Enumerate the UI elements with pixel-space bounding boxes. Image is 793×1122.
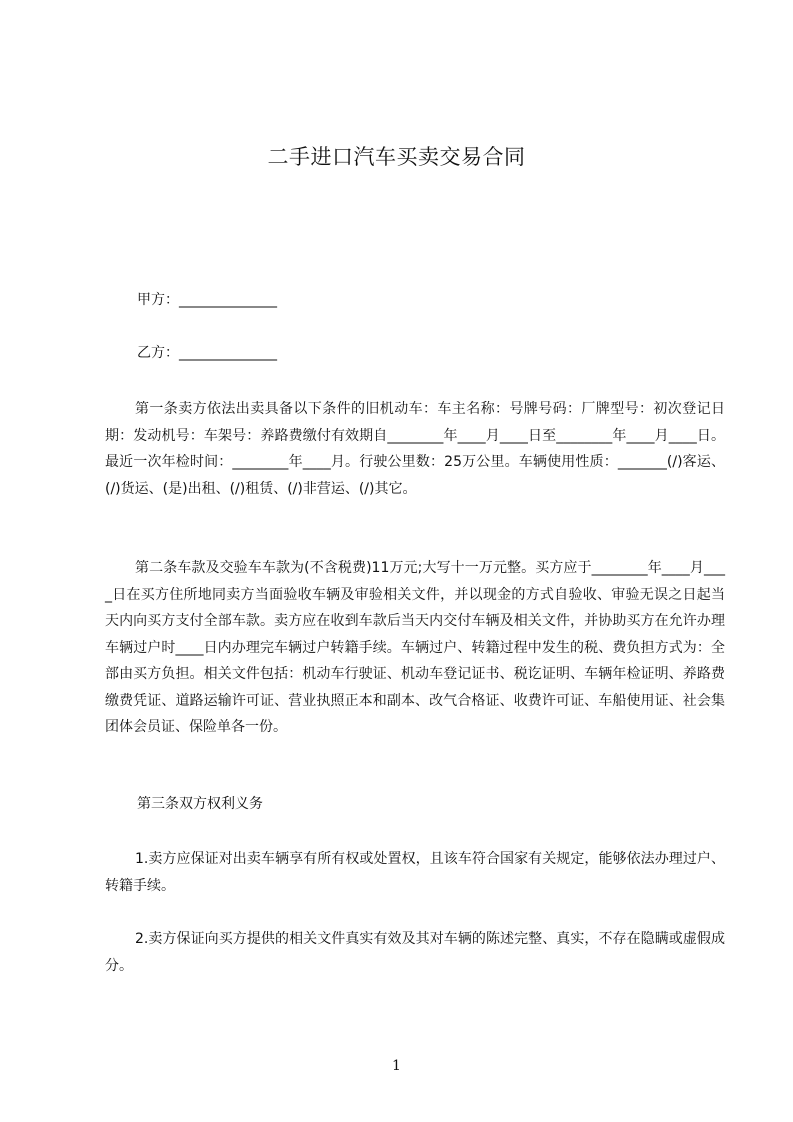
clause-1-paragraph: 1.卖方应保证对出卖车辆享有所有权或处置权，且该车符合国家有关规定，能够依法办理过户、转籍手续。 — [105, 851, 725, 894]
clause-2-paragraph: 2.卖方保证向买方提供的相关文件真实有效及其对车辆的陈述完整、真实，不存在隐瞒或虚假成分。 — [105, 931, 725, 974]
article-3-heading: 第三条双方权利义务 — [137, 796, 263, 812]
page-number: 1 — [392, 1058, 401, 1074]
article-1-paragraph: 第一条卖方依法出卖具备以下条件的旧机动车：车主名称：号牌号码：厂牌型号：初次登记日期：发动机号：车架号：养路费缴付有效期自________年____月____日至________年____月____日。最近一次年检时间：________年____月。行驶公里数：25万公里。车辆使用性质：_______(/)客运、(/)货运、(是)出租、(/)租赁、(/)非营运、(/)其它。 — [105, 401, 725, 497]
page-title: 二手进口汽车买卖交易合同 — [267, 145, 526, 169]
article-2-paragraph: 第二条车款及交验车车款为(不含税费)11万元;大写十一万元整。买方应于________年____月____日在买方住所地同卖方当面验收车辆及审验相关文件，并以现金的方式自验收、审验无误之日起当天内向买方支付全部车款。卖方应在收到车款后当天内交付车辆及相关文件，并协助买方在允许办理车辆过户时____日内办理完车辆过户转籍手续。车辆过户、转籍过程中发生的税、费负担方式为：全部由买方负担。相关文件包括：机动车行驶证、机动车登记证书、税讫证明、车辆年检证明、养路费缴费凭证、道路运输许可证、营业执照正本和副本、改气合格证、收费许可证、车船使用证、社会集团体会员证、保险单各一份。 — [105, 560, 725, 735]
party-b-line: 乙方：______________ — [137, 345, 277, 361]
party-a-line: 甲方：______________ — [137, 292, 277, 308]
